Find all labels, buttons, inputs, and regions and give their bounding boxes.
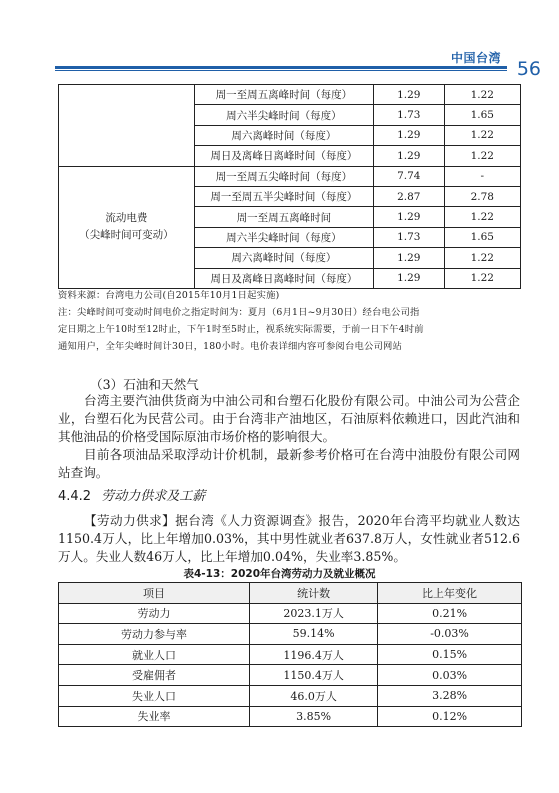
table-cell: 3.28% bbox=[378, 685, 522, 706]
note-line: 通知用户，全年尖峰时间计30日，180小时。电价表详细内容可参阅台电公司网站 bbox=[58, 341, 402, 352]
value-cell: 1.73 bbox=[374, 227, 445, 247]
header-rule-thin bbox=[55, 70, 507, 71]
value-cell: 2.78 bbox=[444, 186, 520, 206]
oil-body bbox=[58, 392, 520, 482]
table-cell: 46.0万人 bbox=[250, 685, 378, 706]
value-cell: 1.22 bbox=[444, 207, 520, 227]
labor-table bbox=[58, 582, 522, 727]
table-cell: 受雇佣者 bbox=[59, 665, 250, 686]
table-cell: 劳动力参与率 bbox=[59, 624, 250, 645]
paragraph: 目前各项油品采取浮动计价机制，最新参考价格可在台湾中油股份有限公司网站查询。 bbox=[58, 447, 520, 480]
oil-subtitle: （3）石油和天然气 bbox=[90, 377, 199, 392]
table-row bbox=[59, 624, 522, 645]
source-note: 资料来源：台湾电力公司(自2015年10月1日起实施) bbox=[58, 290, 280, 301]
table-row bbox=[59, 665, 522, 686]
value-cell: 2.87 bbox=[374, 186, 445, 206]
table-cell: 2023.1万人 bbox=[250, 603, 378, 624]
table-cell: 劳动力 bbox=[59, 603, 250, 624]
page-number: 56 bbox=[516, 58, 541, 80]
tariff-table bbox=[58, 84, 521, 289]
item-cell: 周一至周五离峰时间 bbox=[194, 207, 373, 227]
table-cell: 就业人口 bbox=[59, 644, 250, 665]
table-cell: 失业率 bbox=[59, 706, 250, 727]
item-cell: 周六半尖峰时间（每度） bbox=[194, 227, 373, 247]
category-cell bbox=[59, 166, 195, 288]
value-cell: 1.22 bbox=[444, 268, 520, 288]
value-cell: 1.73 bbox=[374, 105, 445, 125]
value-cell: 1.29 bbox=[374, 146, 445, 166]
table-cell: 1150.4万人 bbox=[250, 665, 378, 686]
column-header: 统计数 bbox=[250, 583, 378, 604]
item-cell: 周一至周五尖峰时间（每度） bbox=[194, 166, 373, 186]
value-cell: 1.65 bbox=[444, 227, 520, 247]
item-cell: 周六离峰时间（每度） bbox=[194, 248, 373, 268]
value-cell: 1.29 bbox=[374, 85, 445, 105]
item-cell: 周六离峰时间（每度） bbox=[194, 125, 373, 145]
column-header: 比上年变化 bbox=[378, 583, 522, 604]
value-cell: 1.22 bbox=[444, 125, 520, 145]
value-cell: 1.22 bbox=[444, 146, 520, 166]
table-cell: 0.21% bbox=[378, 603, 522, 624]
header-rule bbox=[55, 66, 507, 69]
table-cell: 0.15% bbox=[378, 644, 522, 665]
item-cell: 周一至周五半尖峰时间（每度） bbox=[194, 186, 373, 206]
value-cell: 1.29 bbox=[374, 248, 445, 268]
section-title: 劳动力供求及工薪 bbox=[101, 489, 206, 504]
item-cell: 周一至周五离峰时间（每度） bbox=[194, 85, 373, 105]
category-line: （尖峰时间可变动） bbox=[79, 229, 174, 242]
table-row bbox=[59, 166, 521, 186]
paragraph: 台湾主要汽油供货商为中油公司和台塑石化股份有限公司。中油公司为公营企业，台塑石化为民营公司。由于台湾非产油地区，石油原料依赖进口，因此汽油和其他油品的价格受国际原油市场价格的影响很大。 bbox=[58, 393, 520, 444]
table-row bbox=[59, 85, 521, 105]
paragraph: 【劳动力供求】据台湾《人力资源调查》报告，2020年台湾平均就业人数达1150.4万人，比上年增加0.03%，其中男性就业者637.8万人，女性就业者512.6万人。失业人数46万人，比上年增加0.04%，失业率3.85%。 bbox=[58, 513, 520, 564]
table-cell: 0.12% bbox=[378, 706, 522, 727]
value-cell: 1.29 bbox=[374, 268, 445, 288]
value-cell: 1.22 bbox=[444, 248, 520, 268]
category-cell-blank bbox=[59, 85, 195, 167]
column-header: 项目 bbox=[59, 583, 250, 604]
section-label: 中国台湾 bbox=[450, 51, 501, 65]
labor-body bbox=[58, 512, 520, 566]
section-heading bbox=[58, 485, 205, 504]
value-cell: 1.65 bbox=[444, 105, 520, 125]
table-row bbox=[59, 603, 522, 624]
item-cell: 周日及离峰日离峰时间（每度） bbox=[194, 268, 373, 288]
table-row bbox=[59, 706, 522, 727]
table-header-row bbox=[59, 583, 522, 604]
table-cell: -0.03% bbox=[378, 624, 522, 645]
value-cell: 1.22 bbox=[444, 85, 520, 105]
category-line: 流动电费 bbox=[105, 212, 148, 225]
table-cell: 失业人口 bbox=[59, 685, 250, 706]
value-cell: - bbox=[444, 166, 520, 186]
section-number: 4.4.2 bbox=[58, 489, 92, 504]
item-cell: 周六半尖峰时间（每度） bbox=[194, 105, 373, 125]
value-cell: 7.74 bbox=[374, 166, 445, 186]
note-line: 注：尖峰时间可变动时间电价之指定时间为：夏月（6月1日~9月30日）经台电公司指 bbox=[58, 307, 420, 318]
table-cell: 59.14% bbox=[250, 624, 378, 645]
value-cell: 1.29 bbox=[374, 207, 445, 227]
table-notes bbox=[58, 287, 528, 355]
table-cell: 1196.4万人 bbox=[250, 644, 378, 665]
note-line: 定日期之上午10时至12时止，下午1时至5时止，视系统实际需要，于前一日下午4时前 bbox=[58, 324, 424, 335]
table-row bbox=[59, 644, 522, 665]
table-cell: 3.85% bbox=[250, 706, 378, 727]
table-caption: 表4-13：2020年台湾劳动力及就业概况 bbox=[183, 568, 376, 580]
table-cell: 0.03% bbox=[378, 665, 522, 686]
value-cell: 1.29 bbox=[374, 125, 445, 145]
item-cell: 周日及离峰日离峰时间（每度） bbox=[194, 146, 373, 166]
table-row bbox=[59, 685, 522, 706]
